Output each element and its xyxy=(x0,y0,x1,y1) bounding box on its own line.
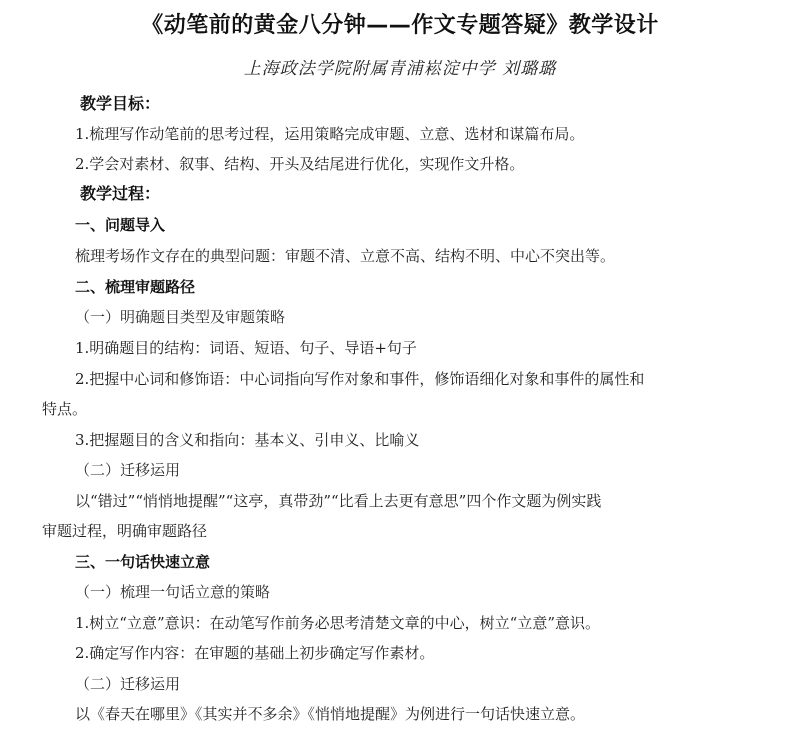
section-2-heading: 二、梳理审题路径 xyxy=(75,278,196,296)
process-heading: 教学过程： xyxy=(80,184,161,203)
document-title: 《动笔前的黄金八分钟——作文专题答疑》教学设计 xyxy=(141,13,659,38)
section-3-sub-1: （一）梳理一句话立意的策略 xyxy=(75,583,271,601)
section-3-point-2: 2.确定写作内容：在审题的基础上初步确定写作素材。 xyxy=(75,644,435,662)
goal-item-1: 1.梳理写作动笔前的思考过程，运用策略完成审题、立意、选材和谋篇布局。 xyxy=(75,125,585,143)
section-2-sub-1: （一）明确题目类型及审题策略 xyxy=(75,308,286,326)
section-2-point-2-cont: 特点。 xyxy=(42,400,88,418)
section-3-heading: 三、一句话快速立意 xyxy=(75,553,211,571)
section-1-heading: 一、问题导入 xyxy=(75,216,166,234)
section-2-point-1: 1.明确题目的结构：词语、短语、句子、导语+句子 xyxy=(75,339,417,357)
section-3-practice: 以《春天在哪里》《其实并不多余》《悄悄地提醒》为例进行一句话快速立意。 xyxy=(75,705,586,723)
section-3-point-1: 1.树立“立意”意识：在动笔写作前务必思考清楚文章的中心，树立“立意”意识。 xyxy=(75,614,600,632)
section-3-sub-2: （二）迁移运用 xyxy=(75,675,181,693)
author-line: 上海政法学院附属青浦崧淀中学 刘璐璐 xyxy=(243,59,557,79)
goals-heading: 教学目标： xyxy=(80,94,161,113)
section-2-point-3: 3.把握题目的含义和指向：基本义、引申义、比喻义 xyxy=(75,431,420,449)
section-2-sub-2: （二）迁移运用 xyxy=(75,461,181,479)
goal-item-2: 2.学会对素材、叙事、结构、开头及结尾进行优化，实现作文升格。 xyxy=(75,155,525,173)
section-2-practice-cont: 审题过程，明确审题路径 xyxy=(42,522,208,540)
section-2-point-2: 2.把握中心词和修饰语：中心词指向写作对象和事件，修饰语细化对象和事件的属性和 xyxy=(75,370,645,388)
section-1-text: 梳理考场作文存在的典型问题：审题不清、立意不高、结构不明、中心不突出等。 xyxy=(75,247,616,265)
section-2-practice: 以“错过”“悄悄地提醒”“这亭，真带劲”“比看上去更有意思”四个作文题为例实践 xyxy=(75,492,602,510)
